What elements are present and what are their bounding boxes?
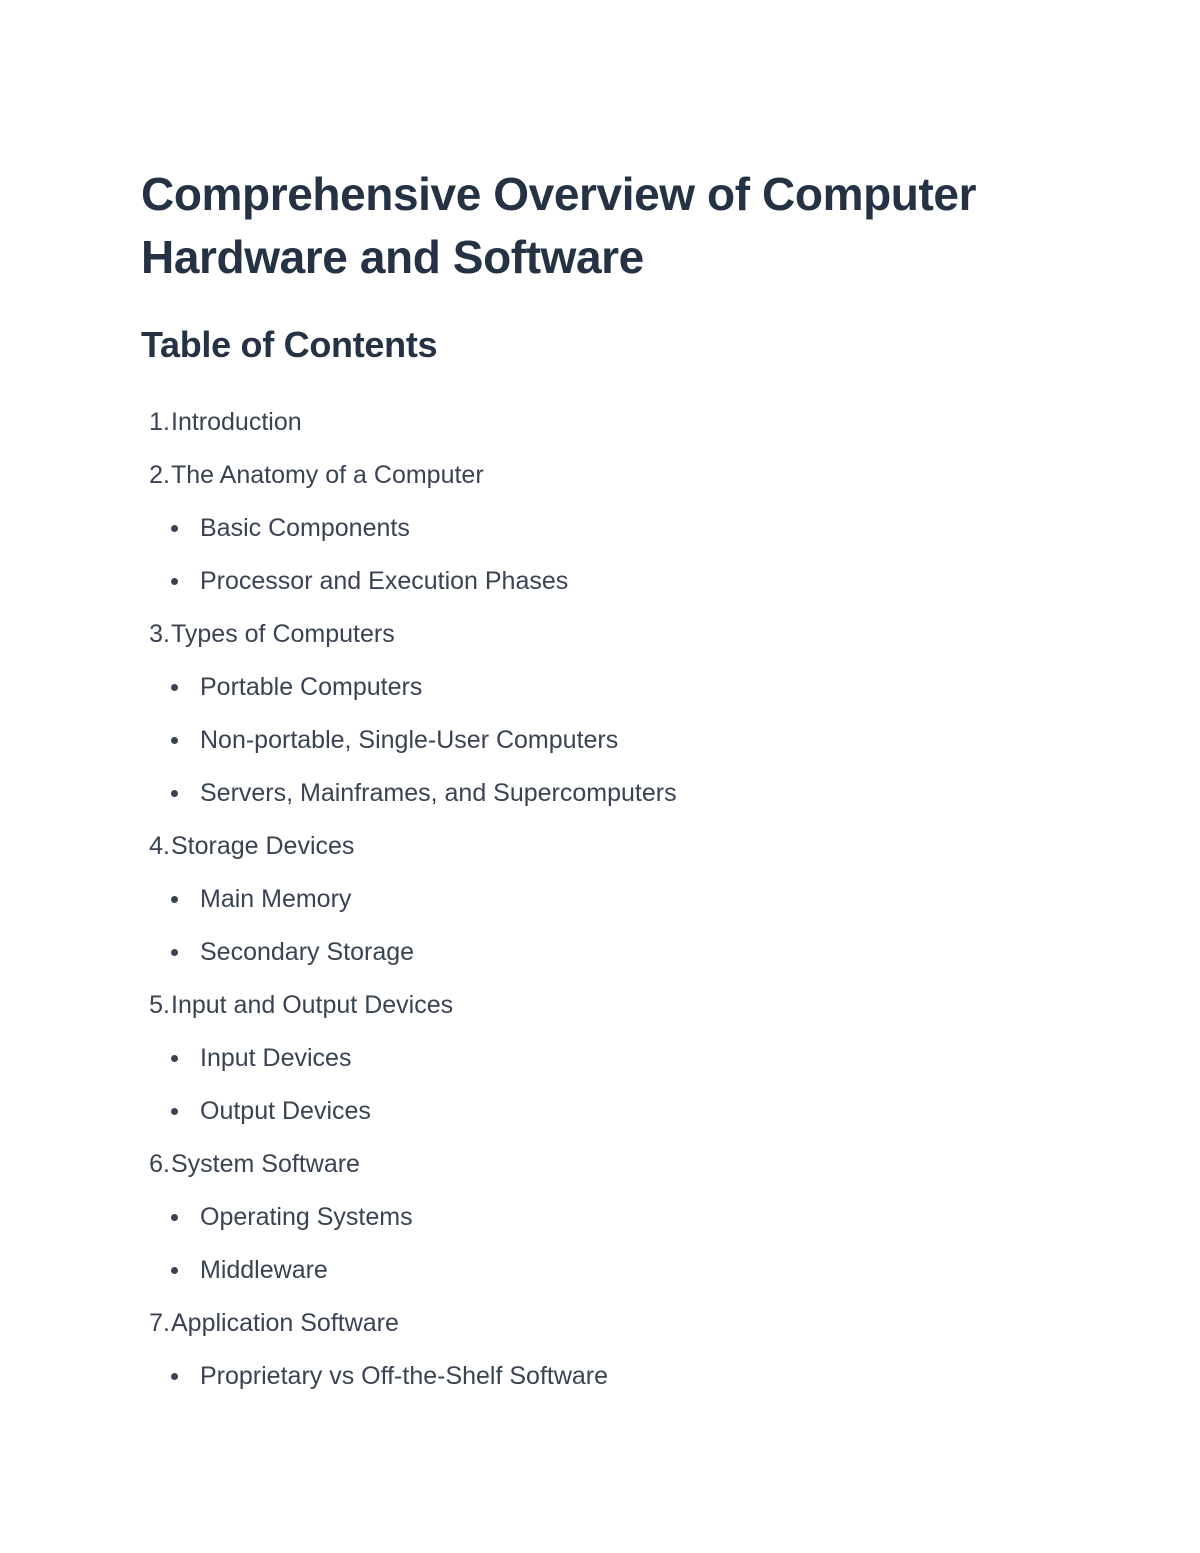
toc-entry-label: Application Software [171, 1309, 399, 1337]
toc-entry-number: 4. [149, 832, 170, 860]
toc-subentry-label: Portable Computers [200, 673, 423, 701]
toc-subentry-label: Output Devices [200, 1097, 371, 1125]
toc-entry [141, 979, 1071, 1138]
toc-entry-line[interactable] [141, 449, 1071, 502]
toc-subentry-label: Operating Systems [200, 1203, 413, 1231]
bullet-icon [171, 1267, 178, 1274]
toc-subentry[interactable] [141, 714, 1071, 767]
toc-entry-number: 7. [149, 1309, 170, 1337]
toc-subentry[interactable] [141, 555, 1071, 608]
toc-entry [141, 608, 1071, 820]
bullet-icon [171, 1108, 178, 1115]
toc-subentry[interactable] [141, 1350, 1071, 1403]
toc-subentry[interactable] [141, 1191, 1071, 1244]
toc-sublist [141, 502, 1071, 608]
toc-subentry-label: Proprietary vs Off-the-Shelf Software [200, 1362, 609, 1390]
toc-list [141, 396, 1071, 1403]
document-page [141, 163, 1071, 1403]
document-title: Comprehensive Overview of Computer Hardware and Software [141, 168, 977, 283]
toc-sublist [141, 873, 1071, 979]
toc-subentry[interactable] [141, 502, 1071, 555]
toc-entry-line[interactable] [141, 1297, 1071, 1350]
toc-subentry[interactable] [141, 661, 1071, 714]
bullet-icon [171, 896, 178, 903]
bullet-icon [171, 790, 178, 797]
toc-entry-label: System Software [171, 1150, 360, 1178]
toc-entry-line[interactable] [141, 820, 1071, 873]
toc-entry-number: 5. [149, 991, 170, 1019]
toc-subentry[interactable] [141, 1032, 1071, 1085]
toc-entry-number: 3. [149, 620, 170, 648]
toc-entry-label: Storage Devices [171, 832, 355, 860]
toc-entry-number: 2. [149, 461, 170, 489]
toc-entry-line[interactable] [141, 396, 1071, 449]
toc-sublist [141, 1032, 1071, 1138]
toc-subentry[interactable] [141, 1085, 1071, 1138]
bullet-icon [171, 949, 178, 956]
toc-subentry-label: Main Memory [200, 885, 352, 913]
toc-entry-label: Types of Computers [171, 620, 395, 648]
toc-entry [141, 820, 1071, 979]
toc-entry-line[interactable] [141, 1138, 1071, 1191]
toc-heading: Table of Contents [141, 324, 438, 365]
toc-sublist [141, 1350, 1071, 1403]
toc-entry-line[interactable] [141, 979, 1071, 1032]
toc-entry [141, 396, 1071, 449]
toc-subentry-label: Non-portable, Single-User Computers [200, 726, 619, 754]
toc-subentry[interactable] [141, 873, 1071, 926]
bullet-icon [171, 737, 178, 744]
toc-entry-label: The Anatomy of a Computer [171, 461, 484, 489]
toc-subentry[interactable] [141, 767, 1071, 820]
toc-subentry[interactable] [141, 926, 1071, 979]
toc-subentry-label: Secondary Storage [200, 938, 415, 966]
toc-entry-number: 6. [149, 1150, 170, 1178]
bullet-icon [171, 525, 178, 532]
toc-entry-number: 1. [149, 408, 170, 436]
toc-entry [141, 449, 1071, 608]
toc-subentry-label: Basic Components [200, 514, 410, 542]
toc-subentry-label: Input Devices [200, 1044, 352, 1072]
toc-entry [141, 1138, 1071, 1297]
toc-sublist [141, 661, 1071, 820]
toc-subentry[interactable] [141, 1244, 1071, 1297]
toc-entry-label: Input and Output Devices [171, 991, 454, 1019]
toc-sublist [141, 1191, 1071, 1297]
bullet-icon [171, 578, 178, 585]
toc-subentry-label: Middleware [200, 1256, 328, 1284]
bullet-icon [171, 1214, 178, 1221]
bullet-icon [171, 684, 178, 691]
bullet-icon [171, 1055, 178, 1062]
toc-entry-label: Introduction [171, 408, 302, 436]
bullet-icon [171, 1373, 178, 1380]
toc-entry-line[interactable] [141, 608, 1071, 661]
toc-subentry-label: Processor and Execution Phases [200, 567, 569, 595]
toc-subentry-label: Servers, Mainframes, and Supercomputers [200, 779, 677, 807]
toc-entry [141, 1297, 1071, 1403]
